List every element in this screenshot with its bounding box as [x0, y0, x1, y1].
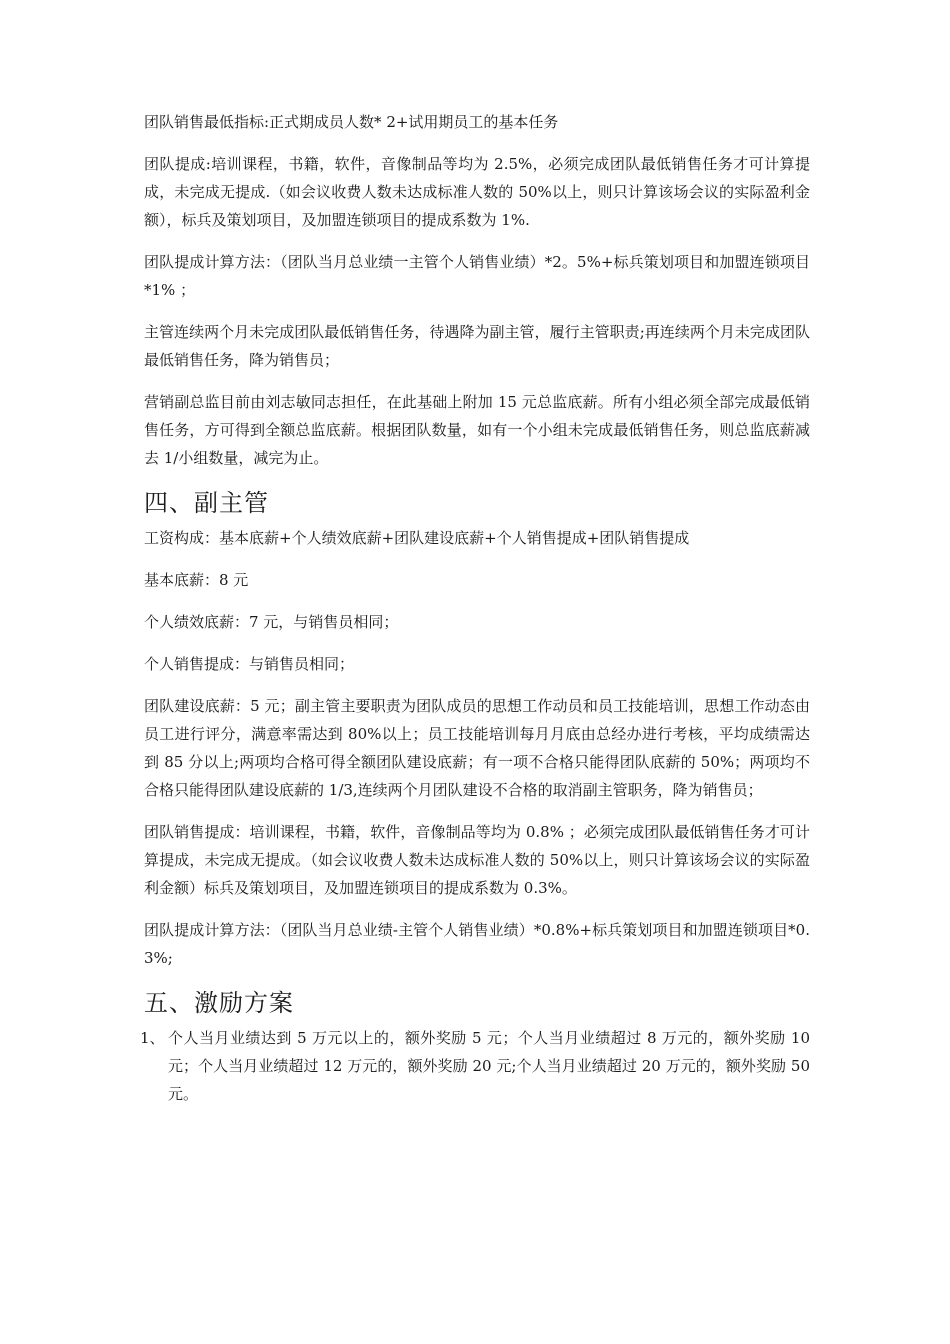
list-item: [140, 1024, 810, 1108]
section-heading-deputy-supervisor: 四、副主管: [144, 489, 269, 517]
list-item-text: 个人当月业绩达到 5 万元以上的，额外奖励 5 元；个人当月业绩超过 8 万元的，额外奖励 10 元；个人当月业绩超过 12 万元的，额外奖励 20 元;个人当月业绩超过 20 万元的，额外奖励 50 元。: [168, 1029, 810, 1103]
paragraph-team-building-salary: 团队建设底薪：5 元；副主管主要职责为团队成员的思想工作动员和员工技能培训，思想工作动态由员工进行评分，满意率需达到 80%以上；员工技能培训每月月底由总经办进行考核，平均成绩需达到 85 分以上;两项均合格可得全额团队建设底薪；有一项不合格只能得团队底薪的 50%；两项均不合格只能得团队建设底薪的 1/3,连续两个月团队建设不合格的取消副主管职务，降为销售员；: [144, 697, 810, 799]
paragraph-team-commission: 团队提成:培训课程，书籍，软件，音像制品等均为 2.5%，必须完成团队最低销售任务才可计算提成，未完成无提成.（如会议收费人数未达成标准人数的 50%以上，则只计算该场会议的实际盈利金额），标兵及策划项目，及加盟连锁项目的提成系数为 1%.: [144, 155, 810, 229]
paragraph-team-commission-formula: 团队提成计算方法：（团队当月总业绩一主管个人销售业绩）*2。5%+标兵策划项目和加盟连锁项目*1% ；: [144, 253, 810, 299]
paragraph-personal-commission: 个人销售提成：与销售员相同；: [144, 655, 355, 673]
paragraph-team-commission-method: 团队提成计算方法：（团队当月总业绩-主管个人销售业绩）*0.8%+标兵策划项目和加盟连锁项目*0.3%;: [144, 921, 810, 967]
paragraph-team-sales-commission: 团队销售提成：培训课程，书籍，软件，音像制品等均为 0.8% ；必须完成团队最低销售任务才可计算提成，未完成无提成。（如会议收费人数未达成标准人数的 50%以上，则只计算该场会议的实际盈利金额）标兵及策划项目，及加盟连锁项目的提成系数为 0.3%。: [144, 823, 810, 897]
paragraph-supervisor-demotion: 主管连续两个月未完成团队最低销售任务，待遇降为副主管，履行主管职责;再连续两个月未完成团队最低销售任务，降为销售员；: [144, 323, 810, 369]
paragraph-base-salary: 基本底薪：8 元: [144, 571, 249, 589]
list-item-number: 1、: [140, 1029, 165, 1047]
paragraph-salary-structure: 工资构成：基本底薪+个人绩效底薪+团队建设底薪+个人销售提成+团队销售提成: [144, 529, 690, 547]
paragraph-team-min-target: 团队销售最低指标:正式期成员人数* 2+试用期员工的基本任务: [144, 113, 559, 131]
paragraph-deputy-director: 营销副总监目前由刘志敏同志担任，在此基础上附加 15 元总监底薪。所有小组必须全部完成最低销售任务，方可得到全额总监底薪。根据团队数量，如有一个小组未完成最低销售任务，则总监底薪减去 1/小组数量，减完为止。: [144, 393, 810, 467]
document-page: [140, 108, 810, 1108]
paragraph-performance-salary: 个人绩效底薪：7 元，与销售员相同；: [144, 613, 399, 631]
section-heading-incentive-plan: 五、激励方案: [144, 989, 294, 1017]
